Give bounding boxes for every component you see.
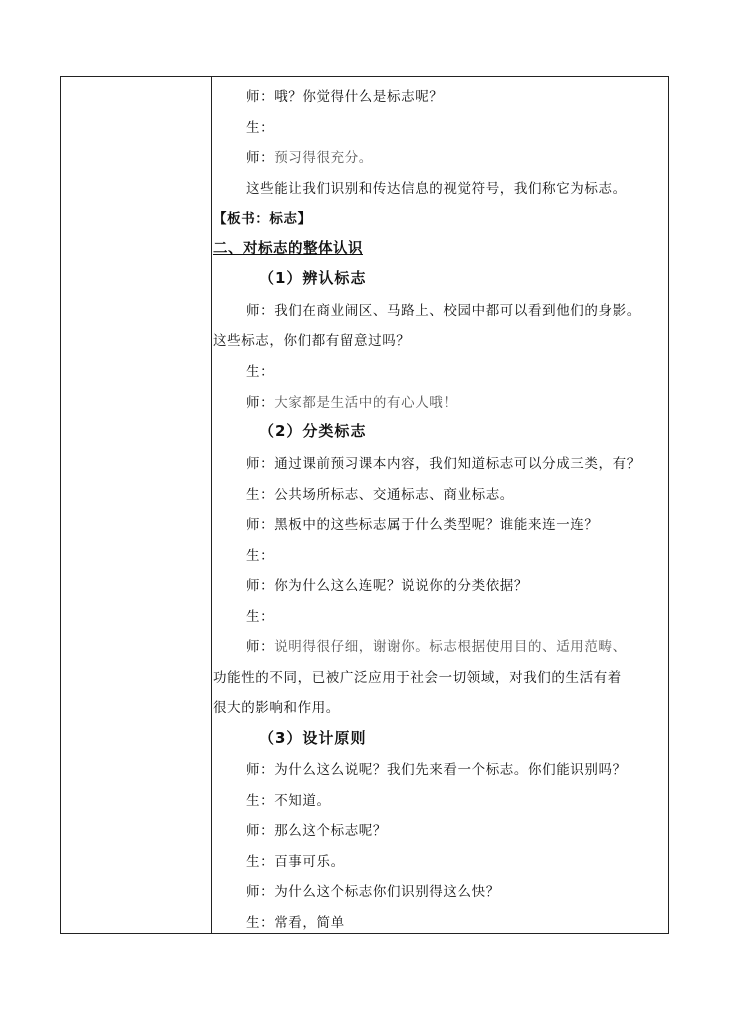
dialogue-line: 生：	[246, 548, 275, 564]
section-title: 二、对标志的整体认识	[213, 241, 363, 257]
dialogue-line: 师：你为什么这么连呢？说说你的分类依据？	[246, 578, 529, 594]
dialogue-line: 师：通过课前预习课本内容，我们知道标志可以分成三类，有？	[246, 456, 641, 472]
paragraph-line: 这些标志，你们都有留意过吗？	[213, 333, 411, 349]
paragraph-line: 很大的影响和作用。	[213, 700, 340, 716]
dialogue-line: 师：哦？你觉得什么是标志呢？	[246, 89, 444, 105]
dialogue-line: 生：公共场所标志、交通标志、商业标志。	[246, 487, 514, 503]
paragraph-line: 功能性的不同，已被广泛应用于社会一切领域，对我们的生活有着	[213, 670, 622, 686]
dialogue-line: 生：	[246, 364, 275, 380]
lesson-content	[213, 77, 668, 933]
dialogue-line: 师：说明得很仔细，谢谢你。标志根据使用目的、适用范畴、	[246, 639, 627, 655]
dialogue-line: 师：黑板中的这些标志属于什么类型呢？谁能来连一连？	[246, 517, 599, 533]
board-note: 【板书：标志】	[213, 211, 312, 227]
dialogue-line: 师：那么这个标志呢？	[246, 823, 388, 839]
dialogue-line: 生：	[246, 609, 275, 625]
dialogue-line: 生：不知道。	[246, 793, 331, 809]
subheading: （1）辨认标志	[259, 269, 367, 287]
dialogue-line: 师：为什么这个标志你们识别得这么快？	[246, 884, 500, 900]
dialogue-line: 生：	[246, 120, 275, 136]
column-divider	[211, 77, 212, 933]
dialogue-line: 生：百事可乐。	[246, 854, 345, 870]
dialogue-line: 师：我们在商业闹区、马路上、校园中都可以看到他们的身影。	[246, 303, 641, 319]
dialogue-line: 生：常看，简单	[246, 915, 345, 931]
dialogue-line: 师：为什么这么说呢？我们先来看一个标志。你们能识别吗？	[246, 762, 627, 778]
dialogue-line: 师：大家都是生活中的有心人哦！	[246, 395, 458, 411]
lesson-table	[60, 76, 669, 934]
paragraph-line: 这些能让我们识别和传达信息的视觉符号，我们称它为标志。	[246, 181, 627, 197]
subheading: （3）设计原则	[259, 729, 367, 747]
dialogue-line: 师：预习得很充分。	[246, 150, 373, 166]
subheading: （2）分类标志	[259, 422, 367, 440]
